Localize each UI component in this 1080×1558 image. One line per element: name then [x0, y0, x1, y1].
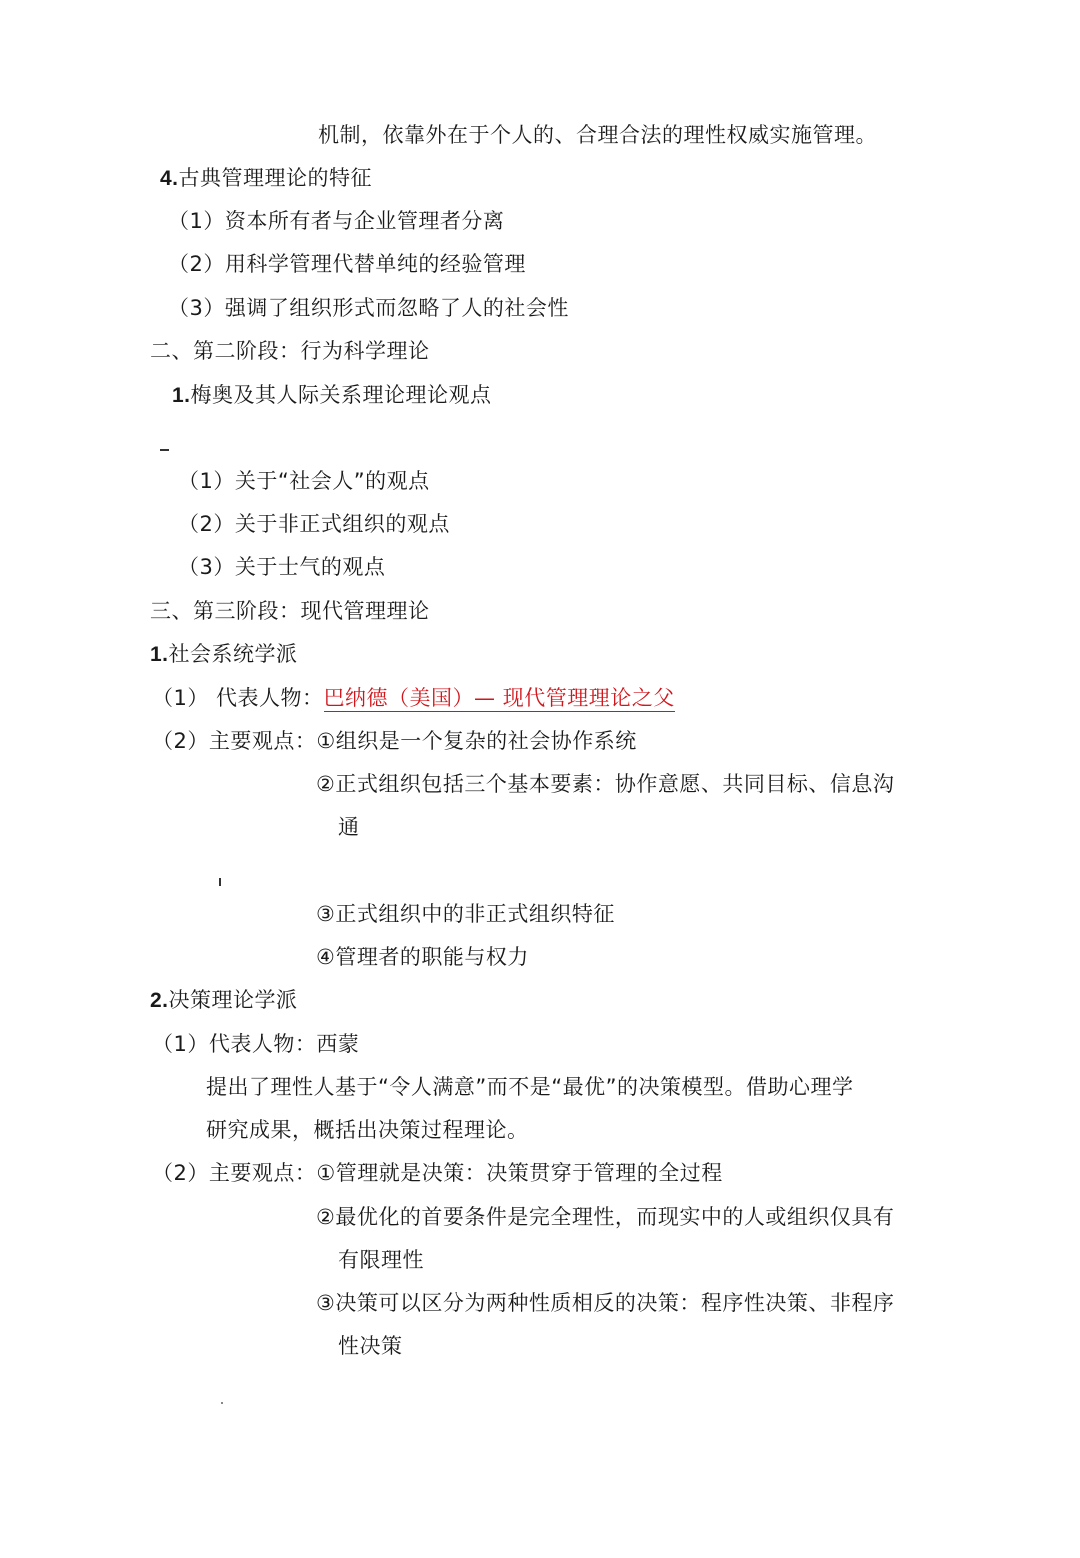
main-points-line: [152, 726, 637, 756]
section-number: 1.: [150, 643, 169, 666]
point-text: ①管理就是决策：决策贯穿于管理的全过程: [316, 1161, 723, 1185]
part-heading-3: 三、第三阶段：现代管理理论: [150, 599, 430, 623]
point-text: ④管理者的职能与权力: [316, 945, 529, 969]
main-points-line: [152, 1158, 723, 1188]
point-text-wrap: 通: [338, 815, 360, 839]
section-heading-4: [160, 163, 372, 194]
section-title: 决策理论学派: [168, 988, 298, 1012]
list-item: （2）关于非正式组织的观点: [178, 512, 450, 536]
point-text: ②正式组织包括三个基本要素：协作意愿、共同目标、信息沟: [316, 772, 895, 796]
point-text: ③决策可以区分为两种性质相反的决策：程序性决策、非程序: [316, 1291, 895, 1315]
section-title: 梅奥及其人际关系理论理论观点: [190, 383, 492, 407]
stray-mark: [219, 878, 221, 886]
point-text: ①组织是一个复杂的社会协作系统: [316, 729, 637, 753]
section-title: 社会系统学派: [168, 642, 298, 666]
list-item: （1）资本所有者与企业管理者分离: [168, 209, 505, 233]
item-prefix: （1） 代表人物：: [152, 686, 324, 710]
part-heading-2: 二、第二阶段：行为科学理论: [150, 339, 430, 363]
list-item: （1）关于“社会人”的观点: [178, 469, 430, 493]
list-item: （2）用科学管理代替单纯的经验管理: [168, 252, 526, 276]
point-text: ③正式组织中的非正式组织特征: [316, 902, 615, 926]
item-prefix: （2）主要观点：: [152, 1161, 317, 1185]
list-item: （3）强调了组织形式而忽略了人的社会性: [168, 296, 569, 320]
section-heading-3-1: [150, 639, 298, 670]
point-text: ②最优化的首要条件是完全理性，而现实中的人或组织仅具有: [316, 1205, 895, 1229]
section-heading-2-1: [172, 380, 492, 411]
continuation-line: 机制，依靠外在于个人的、合理合法的理性权威实施管理。: [318, 123, 877, 147]
section-title: 古典管理理论的特征: [178, 166, 373, 190]
section-heading-3-2: [150, 985, 298, 1016]
list-item: （3）关于士气的观点: [178, 555, 386, 579]
section-number: 2.: [150, 989, 169, 1012]
highlighted-text: 巴纳德（美国）— 现代管理理论之父: [323, 686, 675, 710]
point-text-wrap: 有限理性: [338, 1248, 424, 1272]
stray-dot: [221, 1402, 223, 1404]
representative-line: （1）代表人物：西蒙: [152, 1032, 360, 1056]
item-prefix: （2）主要观点：: [152, 729, 317, 753]
section-number: 4.: [160, 167, 179, 190]
description-line: 研究成果，概括出决策过程理论。: [206, 1118, 529, 1142]
point-text-wrap: 性决策: [338, 1334, 403, 1358]
stray-mark: [160, 449, 169, 451]
description-line: 提出了理性人基于“令人满意”而不是“最优”的决策模型。借助心理学: [206, 1075, 854, 1099]
representative-line: [152, 683, 675, 713]
section-number: 1.: [172, 384, 191, 407]
